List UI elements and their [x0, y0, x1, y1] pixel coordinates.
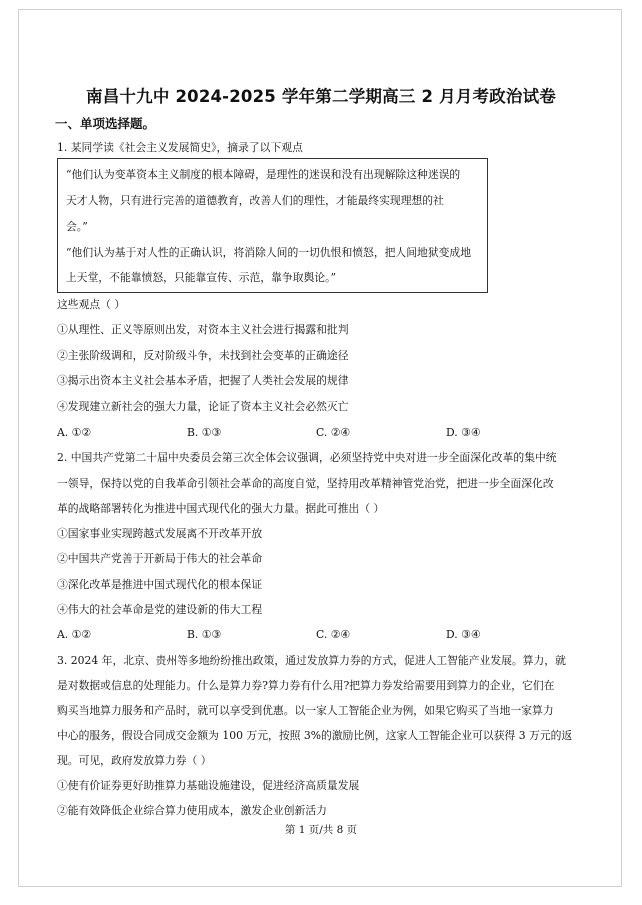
q3-stem: 3. 2024 年，北京、贵州等多地纷纷推出政策，通过发放算力券的方式，促进人工智能产业发展。算力，就	[57, 654, 566, 667]
q2-stem: 革的战略部署转化为推进中国式现代化的强大力量。据此可推出（ ）	[57, 502, 385, 515]
q2-statement: ①国家事业实现跨越式发展离不开改革开放	[57, 527, 263, 540]
q2-option-b: B. ①③	[187, 628, 222, 641]
quote-line: “他们认为变革资本主义制度的根本障碍，是理性的迷误和没有出现解除这种迷误的	[66, 168, 461, 181]
quote-line: “他们认为基于对人性的正确认识，将消除人间的一切仇恨和愤怒，把人间地狱变成地	[66, 246, 472, 259]
q1-option-d: D. ③④	[446, 426, 481, 439]
q1-quote-box	[57, 158, 488, 293]
q2-statement: ②中国共产党善于开新局于伟大的社会革命	[57, 552, 263, 565]
q1-option-b: B. ①③	[187, 426, 222, 439]
quote-line: 天才人物，只有进行完善的道德教育，改善人们的理性，才能最终实现理想的社	[66, 194, 444, 207]
q2-statement: ④伟大的社会革命是党的建设新的伟大工程	[57, 603, 263, 616]
exam-title: 南昌十九中 2024-2025 学年第二学期高三 2 月月考政治试卷	[86, 87, 556, 106]
q3-stem: 现。可见，政府发放算力券（ ）	[57, 754, 212, 767]
q1-option-a: A. ①②	[57, 426, 92, 439]
q1-stem: 1. 某同学读《社会主义发展简史》，摘录了以下观点	[57, 141, 303, 154]
section-heading: 一、单项选择题。	[55, 116, 156, 131]
q2-option-d: D. ③④	[446, 628, 481, 641]
q2-statement: ③深化改革是推进中国式现代化的根本保证	[57, 578, 263, 591]
q1-option-c: C. ②④	[316, 426, 351, 439]
q1-statement: ④发现建立新社会的强大力量，论证了资本主义社会必然灭亡	[57, 400, 349, 413]
q1-prompt: 这些观点（ ）	[57, 298, 126, 311]
q2-option-a: A. ①②	[57, 628, 92, 641]
q3-stem: 中心的服务，假设合同成交金额为 100 万元，按照 3%的激励比例，这家人工智能企业可以获得 3 万元的返	[57, 729, 573, 742]
q1-statement: ②主张阶级调和，反对阶级斗争，未找到社会变革的正确途径	[57, 349, 349, 362]
q1-statement: ①从理性、正义等原则出发，对资本主义社会进行揭露和批判	[57, 323, 349, 336]
q3-statement: ①使有价证券更好助推算力基础设施建设，促进经济高质量发展	[57, 779, 360, 792]
q2-stem: 一领导，保持以党的自我革命引领社会革命的高度自觉，坚持用改革精神管党治党，把进一步全面深化改	[57, 477, 554, 490]
q1-statement: ③揭示出资本主义社会基本矛盾，把握了人类社会发展的规律	[57, 374, 349, 387]
page-footer: 第 1 页/共 8 页	[284, 824, 358, 836]
q2-option-c: C. ②④	[316, 628, 351, 641]
quote-line: 会。”	[66, 220, 88, 233]
q3-statement: ②能有效降低企业综合算力使用成本，激发企业创新活力	[57, 804, 327, 817]
quote-line: 上天堂，不能靠愤怒，只能靠宣传、示范，靠争取舆论。”	[66, 271, 337, 284]
q2-stem: 2. 中国共产党第二十届中央委员会第三次全体会议强调，必须坚持党中央对进一步全面深化改革的集中统	[57, 451, 557, 464]
q3-stem: 购买当地算力服务和产品时，就可以享受到优惠。以一家人工智能企业为例，如果它购买了当地一家算力	[57, 704, 554, 717]
q3-stem: 是对数据或信息的处理能力。什么是算力券?算力券有什么用?把算力券发给需要用到算力的企业，它们在	[57, 679, 555, 692]
